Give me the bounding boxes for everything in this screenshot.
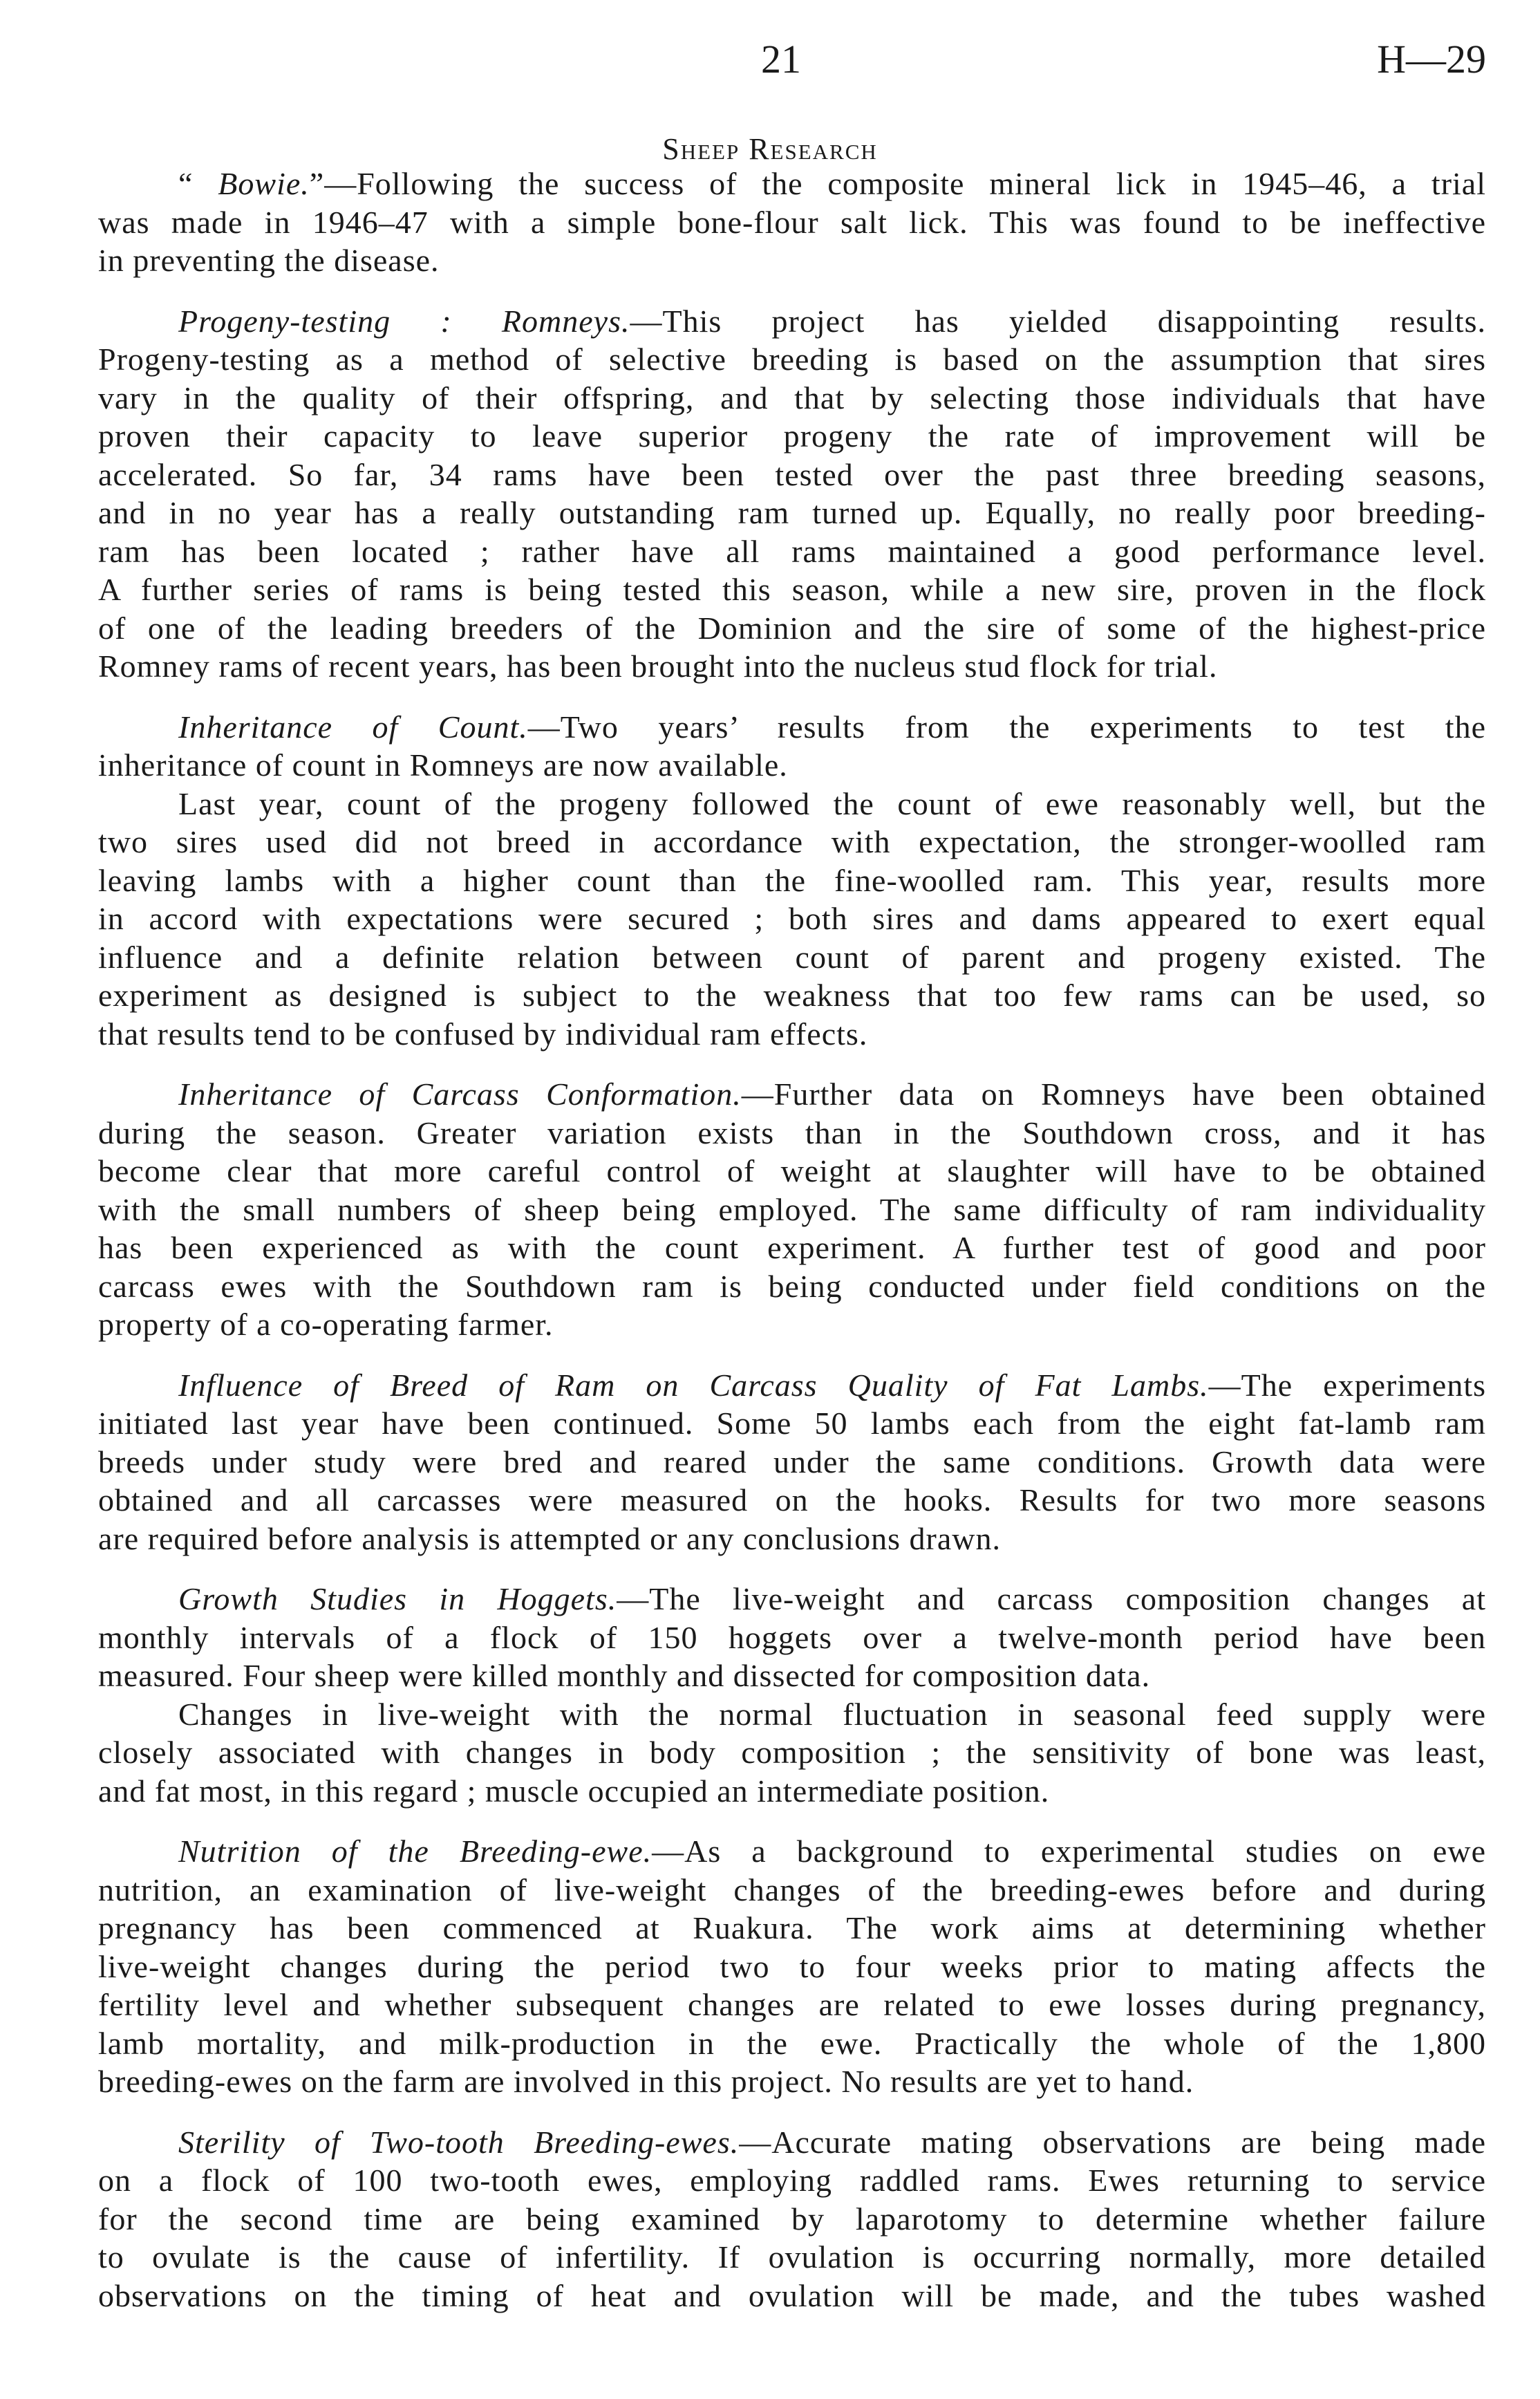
text-line [98,570,1486,609]
text-run: —The experiments [1208,1367,1487,1403]
text-run: A further series of rams is being tested this season, while a new sire, proven in the flock [98,572,1486,607]
text-line [98,1191,1486,1229]
paragraph-heading: Nutrition of the Breeding-ewe. [178,1833,652,1869]
text-line [98,1229,1486,1267]
text-line [98,1656,1486,1695]
text-run: with the small numbers of sheep being employed. The same difficulty of ram individuality [98,1191,1486,1227]
text-run: pregnancy has been commenced at Ruakura. The work aims at determining whether [98,1910,1486,1945]
text-line [98,302,1486,341]
paragraph-heading: Influence of Breed of Ram on Carcass Quality of Fat Lambs. [178,1367,1209,1403]
text-run: during the season. Greater variation exists than in the Southdown cross, and it has [98,1114,1486,1150]
text-run: of one of the leading breeders of the Dominion and the sire of some of the highest-price [98,610,1486,646]
text-line [98,2238,1486,2277]
body-text [98,165,1486,2337]
text-line [98,165,1486,203]
text-line [98,1481,1486,1520]
text-run: —Accurate mating observations are being made [739,2124,1486,2160]
text-line [98,609,1486,648]
text-run: are required before analysis is attempted or any conclusions drawn. [98,1520,1002,1556]
text-line [98,1015,1486,1054]
text-run: leaving lambs with a higher count than the fine-woolled ram. This year, results more [98,862,1486,898]
text-run: property of a co-operating farmer. [98,1307,554,1342]
text-run: proven their capacity to leave superior progeny the rate of improvement will be [98,418,1486,454]
text-line [98,746,1486,785]
text-line [98,379,1486,418]
paragraph-heading: Growth Studies in Hoggets. [178,1581,617,1616]
page-number: 21 [761,37,801,82]
text-line [98,1733,1486,1772]
text-run: closely associated with changes in body composition ; the sensitivity of bone was least, [98,1735,1486,1770]
text-line [98,708,1486,747]
text-run: breeding-ewes on the farm are involved in this project. No results are yet to hand. [98,2064,1194,2099]
text-run: fertility level and whether subsequent changes are related to ewe losses during pregnancy, [98,1987,1486,2022]
text-line [98,1443,1486,1482]
text-line [98,1520,1486,1558]
text-run: —Further data on Romneys have been obtained [741,1076,1486,1112]
text-run: “ [178,166,218,201]
text-line [98,340,1486,379]
paragraph [98,1832,1486,2101]
text-run: —The live-weight and carcass composition changes at [617,1581,1486,1616]
text-line [98,1871,1486,1910]
text-line [98,203,1486,242]
text-line [98,417,1486,456]
text-run: accelerated. So far, 34 rams have been tested over the past three breeding seasons, [98,456,1486,492]
text-run: carcass ewes with the Southdown ram is being conducted under field conditions on the [98,1268,1486,1304]
text-line [98,456,1486,494]
paragraph [98,302,1486,686]
text-line [98,532,1486,571]
paragraph-heading: Inheritance of Count. [178,709,528,745]
paragraph [98,1075,1486,1344]
text-line [98,2062,1486,2101]
text-run: Last year, count of the progeny followed the count of ewe reasonably well, but the [178,785,1486,821]
text-line [98,1695,1486,1734]
text-line [98,1114,1486,1152]
text-run: initiated last year have been continued. Some 50 lambs each from the eight fat-lamb ram [98,1406,1486,1441]
text-run: in accord with expectations were secured ; both sires and dams appeared to exert equal [98,901,1486,936]
text-run: and fat most, in this regard ; muscle occupied an intermediate position. [98,1773,1050,1809]
paragraph [98,708,1486,785]
text-line [98,861,1486,900]
document-code: H—29 [1377,37,1486,82]
text-line [98,785,1486,823]
text-run: and in no year has a really outstanding ram turned up. Equally, no really poor breeding- [98,495,1486,530]
text-line [98,1618,1486,1657]
text-line [98,1366,1486,1405]
text-run: to ovulate is the cause of infertility. If ovulation is occurring normally, more detailed [98,2239,1486,2275]
paragraph [98,165,1486,280]
paragraph-heading: Inheritance of Carcass Conformation. [178,1076,742,1112]
text-line [98,1267,1486,1306]
text-line [98,1832,1486,1871]
text-line [98,2200,1486,2239]
text-line [98,1948,1486,1986]
text-run: on a flock of 100 two-tooth ewes, employing raddled rams. Ewes returning to service [98,2163,1486,2198]
text-line [98,976,1486,1015]
text-line [98,1772,1486,1811]
text-line [98,1305,1486,1344]
text-run: obtained and all carcasses were measured on the hooks. Results for two more seasons [98,1482,1486,1518]
text-run: was made in 1946–47 with a simple bone-flour salt lick. This was found to be ineffective [98,204,1486,240]
text-run: —As a background to experimental studies on ewe [652,1833,1486,1869]
text-line [98,938,1486,977]
text-line [98,1404,1486,1443]
paragraph-heading: Progeny-testing : Romneys. [178,303,630,339]
text-run: monthly intervals of a flock of 150 hoggets over a twelve-month period have been [98,1619,1486,1655]
text-run: that results tend to be confused by individual ram effects. [98,1016,868,1052]
text-line [98,241,1486,280]
text-line [98,2024,1486,2063]
paragraph [98,1695,1486,1811]
paragraph [98,1366,1486,1558]
text-line [98,1986,1486,2024]
paragraph [98,785,1486,1054]
text-line [98,1075,1486,1114]
text-run: influence and a definite relation between count of parent and progeny existed. The [98,939,1486,975]
text-line [98,494,1486,532]
paragraph-heading: Bowie. [218,166,310,201]
text-run: live-weight changes during the period two to four weeks prior to mating affects the [98,1948,1486,1984]
text-run: ”—Following the success of the composite mineral lick in 1945–46, a trial [309,166,1486,201]
text-run: lamb mortality, and milk-production in the ewe. Practically the whole of the 1,800 [98,2025,1486,2061]
text-line [98,2277,1486,2315]
paragraph [98,1580,1486,1695]
text-run: breeds under study were bred and reared under the same conditions. Growth data were [98,1444,1486,1479]
text-run: ram has been located ; rather have all rams maintained a good performance level. [98,533,1486,569]
text-run: Romney rams of recent years, has been brought into the nucleus stud flock for trial. [98,648,1218,684]
text-run: —Two years’ results from the experiments to test the [527,709,1486,745]
text-run: two sires used did not breed in accordance with expectation, the stronger-woolled ram [98,824,1486,859]
text-line [98,2161,1486,2200]
text-run: inheritance of count in Romneys are now available. [98,747,788,783]
text-line [98,1152,1486,1191]
text-line [98,823,1486,861]
section-title: Sheep Research [662,132,878,166]
text-run: nutrition, an examination of live-weight changes of the breeding-ewes before and during [98,1871,1486,1907]
paragraph-heading: Sterility of Two-tooth Breeding-ewes. [178,2124,740,2160]
text-run: Progeny-testing as a method of selective breeding is based on the assumption that sires [98,342,1486,377]
text-line [98,899,1486,938]
text-run: measured. Four sheep were killed monthly and dissected for composition data. [98,1658,1151,1693]
text-run: —This project has yielded disappointing results. [630,303,1486,339]
text-run: experiment as designed is subject to the weakness that too few rams can be used, so [98,978,1486,1013]
paragraph [98,2123,1486,2315]
text-line [98,647,1486,686]
text-run: for the second time are being examined by laparotomy to determine whether failure [98,2201,1486,2237]
text-run: has been experienced as with the count experiment. A further test of good and poor [98,1230,1486,1265]
text-line [98,1909,1486,1948]
text-run: Changes in live-weight with the normal fluctuation in seasonal feed supply were [178,1696,1486,1732]
text-run: in preventing the disease. [98,243,440,278]
text-run: vary in the quality of their offspring, and that by selecting those individuals that have [98,380,1486,416]
text-line [98,1580,1486,1618]
text-run: observations on the timing of heat and ovulation will be made, and the tubes washed [98,2277,1486,2313]
text-run: become clear that more careful control of weight at slaughter will have to be obtained [98,1153,1486,1188]
text-line [98,2123,1486,2162]
